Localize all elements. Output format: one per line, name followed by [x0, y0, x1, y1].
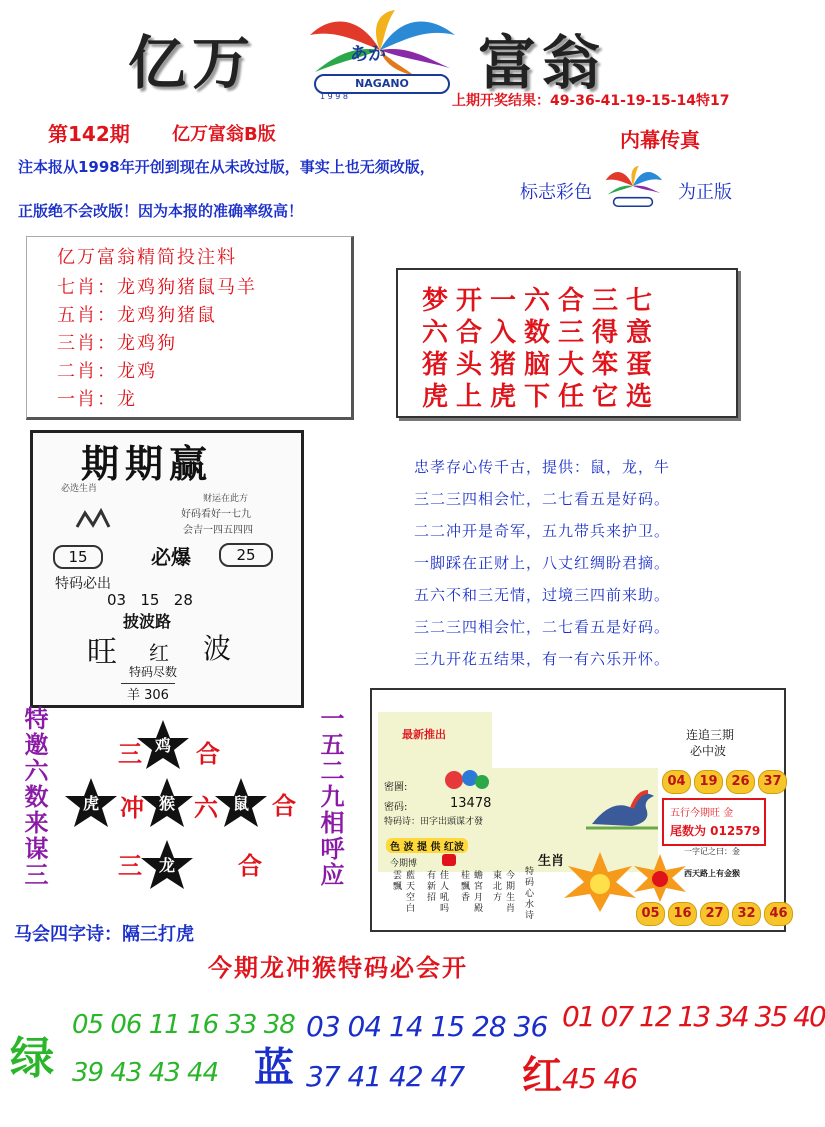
- grid-text: 合: [196, 740, 220, 768]
- logo-text: NAGANO: [314, 74, 450, 94]
- panel-col: 蟾宮月殿桂飄香: [459, 870, 482, 914]
- horse-poem: 马会四字诗：隔三打虎: [14, 924, 194, 945]
- panel-xitian: 西天路上有金猴: [684, 869, 740, 878]
- verse-line: 五六不和三无情，过境三四前来助。: [414, 586, 671, 604]
- svg-text:あか: あか: [350, 44, 386, 65]
- picks-row: 一肖：龙: [57, 389, 137, 410]
- panel-color-wave: 色 波 提 供 红波: [386, 838, 468, 853]
- logo-note-left: 标志彩色: [520, 182, 592, 203]
- poem-line: 猪头猪脑大笨蛋: [422, 350, 661, 380]
- number-ball: 19: [694, 770, 723, 794]
- clipping-small: 财运在此方: [203, 494, 249, 504]
- clipping-num-right: 25: [219, 543, 273, 567]
- clipping-small: 必选生肖: [61, 484, 98, 494]
- panel-code-value: 13478: [450, 796, 492, 811]
- number-ball: 04: [662, 770, 691, 794]
- poem-box: [396, 268, 738, 418]
- clipping-bottom: 羊 306: [121, 683, 175, 703]
- burst-icon: [562, 852, 638, 912]
- grid-text: 六: [194, 794, 218, 822]
- marker-icon: [442, 854, 456, 866]
- clipping-small: 会吉一四五四四: [183, 525, 253, 536]
- verse-line: 三九开花五结果，有一有六乐开怀。: [414, 650, 671, 668]
- panel-col: 藍天空白雲飄: [391, 870, 414, 914]
- panel-yizi: 一字记之曰：金: [684, 847, 740, 856]
- number-ball: 16: [668, 902, 697, 926]
- logo-year: 1 9 9 8: [320, 92, 348, 101]
- number-ball: 46: [764, 902, 793, 926]
- panel-must-wave: 必中波: [690, 744, 727, 758]
- verse-line: 一脚踩在正财上，八丈红绸盼君摘。: [414, 554, 671, 572]
- star-icon: [214, 776, 268, 830]
- clipping-bobo: 披波路: [123, 612, 172, 631]
- picks-row: 五肖：龙鸡狗猪鼠: [57, 305, 217, 326]
- newspaper-clipping: [30, 430, 304, 708]
- picks-row: 七肖：龙鸡狗猪鼠马羊: [57, 277, 257, 298]
- star-label: 鼠: [232, 794, 249, 813]
- panel-balls-top: [662, 770, 790, 794]
- panel-shengxiao: 生肖: [538, 854, 565, 869]
- green-numbers-row2: 39 43 43 44: [72, 1058, 219, 1088]
- poem-line: 六合入数三得意: [422, 318, 661, 348]
- notice-line-1: 注本报从1998年开创到现在从未改过版，事实上也无须改版，: [18, 158, 435, 176]
- rooster-icon: [582, 778, 662, 834]
- panel-three-issues: 连追三期: [686, 728, 735, 742]
- panel-tema-heart: 特码心水诗: [523, 866, 533, 921]
- picks-row: 二肖：龙鸡: [57, 361, 157, 382]
- lottery-panel: [370, 688, 786, 932]
- wuxing-box: [662, 798, 766, 846]
- clipping-small: 好码看好一七九: [181, 509, 251, 520]
- star-icon: [140, 776, 194, 830]
- star-icon: [136, 718, 190, 772]
- notice-line-2: 正版绝不会改版！因为本报的准确率级高！: [18, 202, 304, 220]
- verse-line: 三二三四相会忙，二七看五是好码。: [414, 490, 671, 508]
- grid-text: 冲: [120, 794, 144, 822]
- picks-box: [26, 236, 354, 420]
- right-vertical-text: 一五二九相呼应: [316, 706, 344, 888]
- number-ball: 26: [726, 770, 755, 794]
- star-icon: [140, 838, 194, 892]
- main-slogan: 今期龙冲猴特码必会开: [208, 954, 468, 982]
- grid-text: 合: [238, 852, 262, 880]
- blue-label: 蓝: [254, 1045, 294, 1091]
- poem-line: 梦开一六合三七: [422, 286, 661, 316]
- panel-newest: 最新推出: [402, 728, 446, 741]
- clipping-numbers: 03 15 28: [107, 591, 193, 609]
- panel-tema-poem: 特码诗：田字出頭谋才發: [384, 817, 484, 827]
- clipping-num-left: 15: [53, 545, 103, 569]
- verse-line: 忠孝存心传千古，提供：鼠，龙，牛: [414, 458, 671, 476]
- panel-balls-bottom: [636, 902, 796, 926]
- star-label: 龙: [158, 856, 175, 875]
- clipping-tema: 特码必出: [55, 576, 111, 592]
- clipping-tema-big: 特码尽数: [129, 665, 178, 679]
- green-label: 绿: [10, 1033, 54, 1084]
- picks-heading: 亿万富翁精简投注料: [57, 247, 237, 268]
- clipping-wang: 旺: [87, 635, 117, 670]
- clipping-bo: 波: [203, 632, 232, 665]
- poem-line: 虎上虎下任它选: [422, 382, 661, 412]
- panel-code-label: 密圖:: [384, 782, 408, 793]
- red-label: 红: [522, 1053, 562, 1099]
- nagano-logo: [290, 10, 470, 100]
- balls-icon: [442, 768, 490, 792]
- panel-blank: [492, 704, 658, 768]
- title-right: 富翁: [478, 29, 607, 97]
- grid-text: 三: [118, 740, 142, 768]
- clipping-hong: 红: [149, 641, 169, 665]
- panel-code-label-2: 密码:: [384, 802, 408, 813]
- edition-label: 亿万富翁B版: [172, 124, 276, 145]
- grid-text: 合: [272, 792, 296, 820]
- panel-tail: 尾数为 012579: [670, 824, 761, 838]
- verse-line: 三二三四相会忙，二七看五是好码。: [414, 618, 671, 636]
- star-label: 鸡: [154, 736, 171, 755]
- title-left: 亿万: [128, 29, 257, 97]
- verse-line: 二二冲开是奇军，五九带兵来护卫。: [414, 522, 671, 540]
- issue-number: 第142期: [48, 122, 130, 146]
- green-numbers-row1: 05 06 11 16 33 38: [72, 1010, 295, 1040]
- blue-numbers-row2: 37 41 42 47: [306, 1060, 465, 1093]
- blue-numbers-row1: 03 04 14 15 28 36: [306, 1010, 548, 1043]
- number-ball: 32: [732, 902, 761, 926]
- red-numbers-row2: 45 46: [562, 1062, 638, 1095]
- grid-text: 三: [118, 852, 142, 880]
- clipping-headline: 期期赢: [81, 441, 214, 486]
- panel-wuxing: 五行今期旺 金: [670, 808, 734, 819]
- panel-col: 今期博: [390, 859, 418, 869]
- number-ball: 37: [758, 770, 787, 794]
- star-icon: [64, 776, 118, 830]
- last-result: 上期开奖结果：49-36-41-19-15-14特17: [452, 93, 730, 109]
- number-ball: 05: [636, 902, 665, 926]
- logo-note-right: 为正版: [678, 182, 732, 203]
- star-label: 猴: [158, 794, 175, 813]
- fax-label: 内幕传真: [620, 128, 700, 152]
- panel-col: 佳人吼吗有新招: [425, 870, 448, 914]
- clipping-bao: 必爆: [151, 545, 191, 569]
- red-numbers-row1: 01 07 12 13 34 35 40: [562, 1000, 825, 1033]
- burst-icon-2: [632, 854, 688, 902]
- number-ball: 27: [700, 902, 729, 926]
- panel-col: 今期生肖東北方: [491, 870, 514, 914]
- figure-icon: [73, 507, 113, 533]
- picks-row: 三肖：龙鸡狗: [57, 333, 177, 354]
- left-vertical-text: 特邀六数来谋三: [20, 706, 48, 888]
- logo-flower-icon: [290, 10, 470, 80]
- small-logo-icon: [598, 158, 668, 218]
- star-label: 虎: [82, 794, 99, 813]
